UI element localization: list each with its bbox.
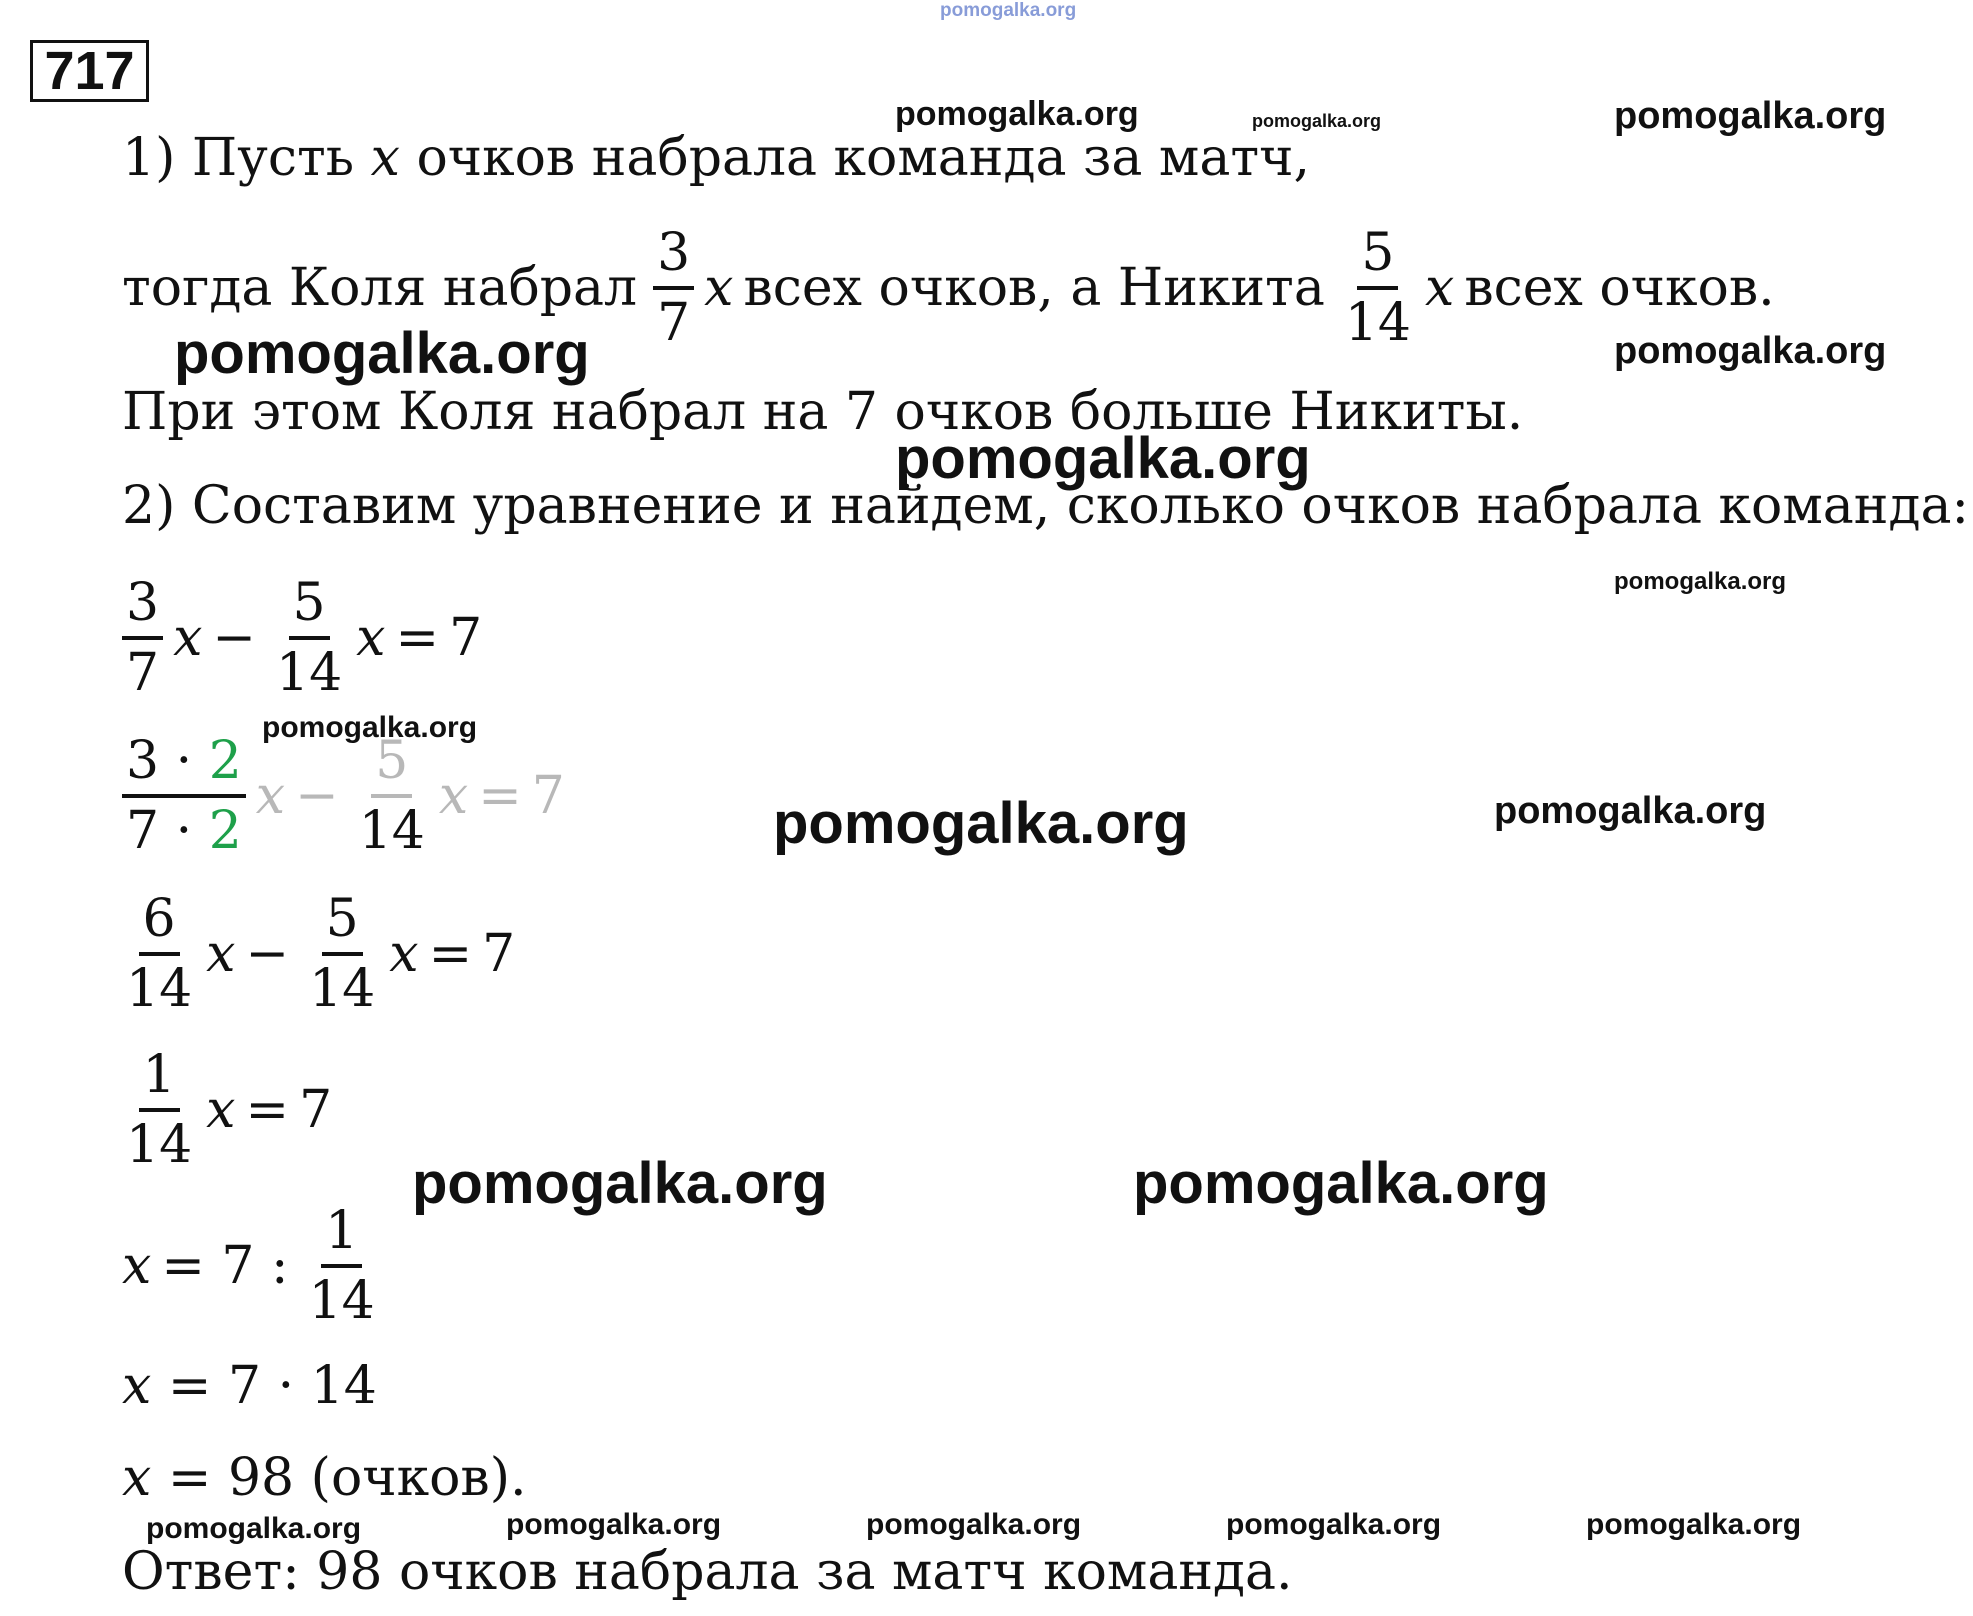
answer: Ответ: 98 очков набрала за матч команда. <box>122 1542 1293 1602</box>
multiplier: 2 <box>208 801 242 861</box>
rhs: 7 <box>531 766 565 826</box>
step1-line2 <box>122 218 1785 358</box>
equals-sign: = <box>395 608 440 668</box>
fraction <box>305 890 379 1018</box>
variable-x: x <box>389 924 419 984</box>
variable-x: x <box>122 1356 152 1416</box>
minus-sign: − <box>295 766 339 826</box>
watermark: pomogalka.org <box>895 426 1311 491</box>
fraction-denominator: 14 <box>1344 293 1411 353</box>
watermark: pomogalka.org <box>1614 95 1887 137</box>
equation-1 <box>116 568 492 708</box>
fraction-denominator: 14 <box>276 643 343 703</box>
equation-2 <box>116 726 575 866</box>
variable-x: x <box>122 1448 152 1508</box>
variable-x: x <box>206 1080 236 1140</box>
variable-x: x <box>438 766 469 826</box>
fraction-numerator: 3 <box>122 574 163 640</box>
minus-sign: − <box>212 608 256 668</box>
step1-line2-b: всех очков, а Никита <box>743 258 1325 318</box>
minus-sign: − <box>245 924 290 984</box>
step1-line1 <box>122 128 1310 188</box>
watermark: pomogalka.org <box>174 321 590 386</box>
variable-x: x <box>255 766 286 826</box>
step1-line1-prefix: 1) Пусть <box>122 128 355 188</box>
fraction <box>355 732 429 860</box>
fraction-denominator: 14 <box>309 959 376 1019</box>
watermark: pomogalka.org <box>1226 1508 1442 1541</box>
step2-heading: 2) Составим уравнение и найдем, сколько очков набрала команда: <box>122 476 1969 536</box>
fraction-numerator: 3 <box>653 224 694 290</box>
equation-5 <box>122 1196 389 1336</box>
rhs: 7 <box>449 608 483 668</box>
fraction-denominator <box>122 798 246 860</box>
numerator-base: 3 · <box>126 731 193 791</box>
watermark: pomogalka.org <box>1133 1151 1549 1216</box>
watermark: pomogalka.org <box>866 1508 1082 1541</box>
variable-x: x <box>704 258 734 318</box>
fraction-denominator: 14 <box>308 1271 375 1331</box>
watermark-top: pomogalka.org <box>940 0 1077 21</box>
watermark: pomogalka.org <box>1494 790 1767 832</box>
fraction-denominator: 14 <box>126 1115 193 1175</box>
fraction-denominator: 7 <box>657 293 691 353</box>
fraction-denominator: 14 <box>358 801 425 861</box>
watermark: pomogalka.org <box>1586 1508 1802 1541</box>
step1-line1-suffix: очков набрала команда за матч, <box>416 128 1311 188</box>
watermark: pomogalka.org <box>262 711 478 744</box>
equation-rhs: = 7 · 14 <box>167 1356 377 1416</box>
watermark: pomogalka.org <box>146 1512 362 1545</box>
variable-x: x <box>173 608 203 668</box>
rhs: 7 <box>482 924 516 984</box>
denominator-base: 7 · <box>126 801 193 861</box>
equation-7 <box>122 1448 527 1508</box>
equation-rhs: = 98 (очков). <box>167 1448 527 1508</box>
fraction-numerator: 1 <box>321 1202 362 1268</box>
fraction-kolya <box>653 224 694 352</box>
fraction <box>122 890 196 1018</box>
equals-sign: = <box>428 924 473 984</box>
fraction-nikita <box>1341 224 1415 352</box>
variable-x: x <box>1425 258 1455 318</box>
fraction-numerator <box>122 732 246 798</box>
fraction-denominator: 7 <box>126 643 160 703</box>
equation-lhs: = 7 : <box>161 1236 289 1296</box>
watermark: pomogalka.org <box>412 1151 828 1216</box>
task-number: 717 <box>30 40 149 102</box>
watermark: pomogalka.org <box>1252 111 1382 131</box>
equals-sign: = <box>478 766 522 826</box>
fraction-numerator: 5 <box>322 890 363 956</box>
equation-3 <box>116 884 525 1024</box>
fraction <box>122 574 163 702</box>
fraction <box>272 574 346 702</box>
equals-sign: = <box>245 1080 290 1140</box>
equation-4 <box>116 1040 342 1180</box>
multiplier: 2 <box>208 731 242 791</box>
fraction-denominator: 14 <box>126 959 193 1019</box>
equation-6 <box>122 1356 377 1416</box>
watermark: pomogalka.org <box>1614 330 1887 372</box>
fraction-numerator: 1 <box>139 1046 180 1112</box>
variable-x: x <box>370 128 400 188</box>
watermark: pomogalka.org <box>1614 568 1787 595</box>
fraction-numerator: 6 <box>139 890 180 956</box>
fraction-numerator: 5 <box>289 574 330 640</box>
fraction-expanded <box>122 732 246 860</box>
fraction-numerator: 5 <box>371 732 412 798</box>
watermark: pomogalka.org <box>773 791 1189 856</box>
variable-x: x <box>356 608 386 668</box>
watermark: pomogalka.org <box>506 1508 722 1541</box>
fraction-numerator: 5 <box>1357 224 1398 290</box>
step1-line2-a: тогда Коля набрал <box>122 258 638 318</box>
watermark: pomogalka.org <box>895 95 1139 133</box>
step1-line3: При этом Коля набрал на 7 очков больше Никиты. <box>122 382 1524 442</box>
step1-line2-c: всех очков. <box>1464 258 1775 318</box>
fraction <box>305 1202 379 1330</box>
variable-x: x <box>206 924 236 984</box>
fraction <box>122 1046 196 1174</box>
variable-x: x <box>122 1236 152 1296</box>
rhs: 7 <box>299 1080 333 1140</box>
